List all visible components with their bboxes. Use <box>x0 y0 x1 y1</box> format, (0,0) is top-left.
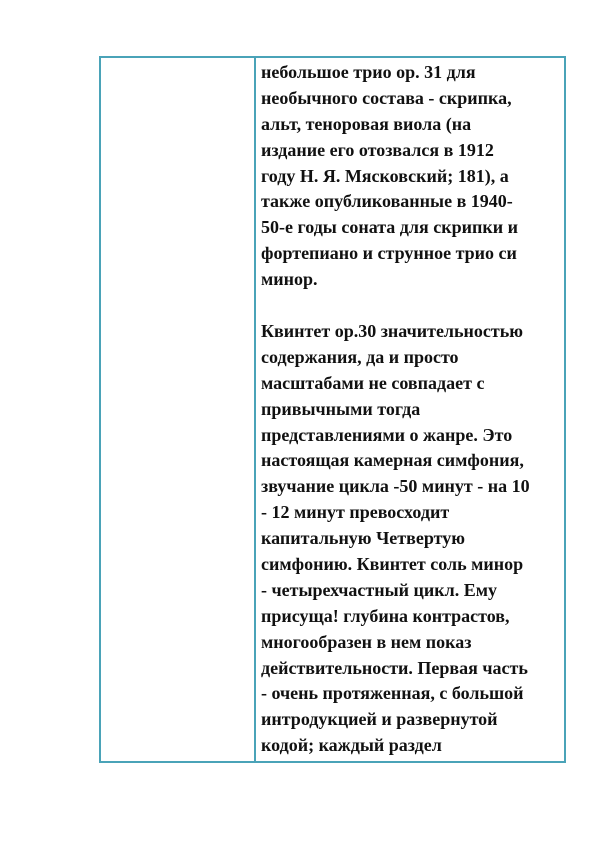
paragraph-gap <box>261 293 561 319</box>
text-line: присуща! глубина контрастов, <box>261 605 510 626</box>
text-line: Квинтет ор.30 значительностью <box>261 321 524 342</box>
text-line: настоящая камерная симфония, <box>261 450 524 471</box>
text-line: кодой; каждый раздел <box>261 735 442 756</box>
text-line: - четырехчастный цикл. Ему <box>261 579 498 600</box>
text-line: капитальную Четвертую <box>261 528 465 549</box>
column-divider <box>254 58 256 761</box>
text-line: - очень протяженная, с большой <box>261 683 524 704</box>
text-line: - 12 минут превосходит <box>261 502 450 523</box>
text-line: масштабами не совпадает с <box>261 372 485 393</box>
text-line: необычного состава - скрипка, <box>261 87 512 108</box>
text-line: альт, теноровая виола (на <box>261 113 472 134</box>
text-line: звучание цикла -50 минут - на 10 <box>261 476 530 497</box>
paragraph-1 <box>261 60 561 293</box>
text-table <box>99 56 566 763</box>
paragraph-2 <box>261 319 561 759</box>
text-line: фортепиано и струнное трио си <box>261 243 517 264</box>
text-line: минор. <box>261 269 318 290</box>
text-line: привычными тогда <box>261 398 421 419</box>
text-line: действительности. Первая часть <box>261 657 528 678</box>
text-line: издание его отозвался в 1912 <box>261 139 494 160</box>
table-cell-right <box>261 60 561 760</box>
text-line: году Н. Я. Мясковский; 181), а <box>261 165 509 186</box>
text-line: симфонию. Квинтет соль минор <box>261 554 524 575</box>
text-line: содержания, да и просто <box>261 346 459 367</box>
table-cell-left <box>101 58 254 761</box>
text-line: представлениями о жанре. Это <box>261 424 513 445</box>
text-line: небольшое трио ор. 31 для <box>261 62 476 82</box>
text-line: также опубликованные в 1940- <box>261 191 513 212</box>
text-line: многообразен в нем показ <box>261 631 472 652</box>
text-line: 50-е годы соната для скрипки и <box>261 217 518 238</box>
text-line: интродукцией и развернутой <box>261 709 498 730</box>
